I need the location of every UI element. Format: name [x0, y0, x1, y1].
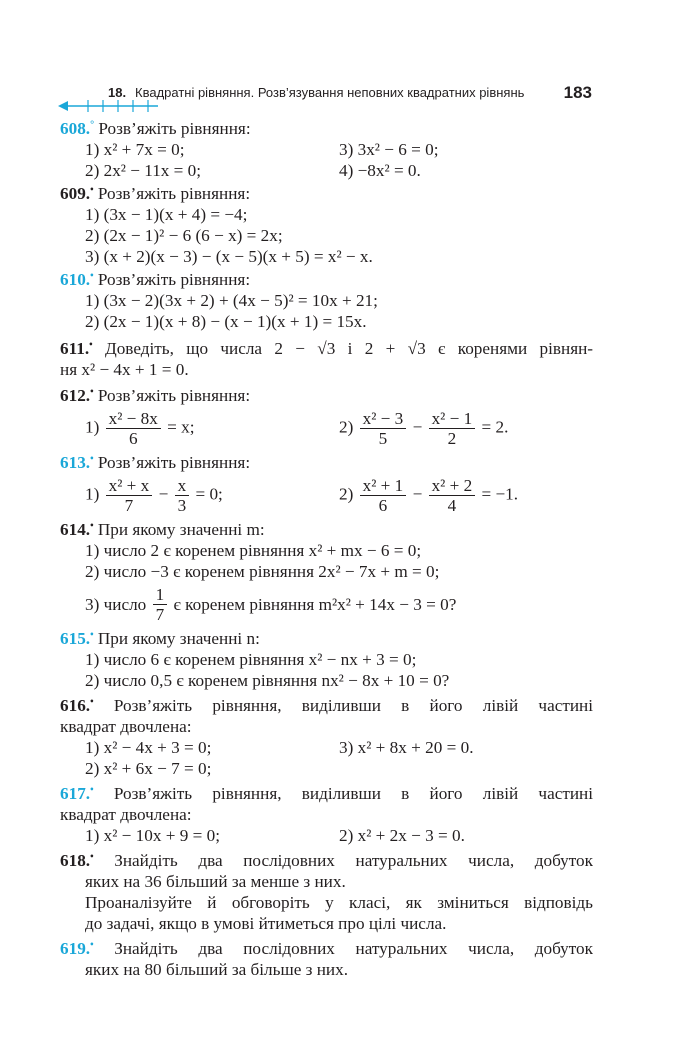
problem-number: 614. [60, 520, 91, 539]
denominator: 5 [378, 428, 388, 448]
equation: 3) 3x² − 6 = 0; [339, 140, 439, 159]
right-side: = 2. [481, 416, 509, 436]
problem-text: Доведіть, що числа [104, 339, 263, 358]
problem-number: 617. [60, 784, 91, 803]
fraction [360, 409, 407, 448]
problem-text-line2: яких на 80 більший за більше з них. [85, 960, 348, 979]
fraction [153, 585, 168, 624]
numerator: x² + 1 [360, 476, 407, 496]
problem-text: Розв’яжіть рівняння: [97, 453, 251, 472]
equation: 2) (2x − 1)(x + 8) − (x − 1)(x + 1) = 15x. [85, 312, 367, 331]
fraction [429, 476, 476, 515]
sub-item: 1) число 6 є коренем рівняння x² − nx + 3 = 0; [85, 650, 417, 669]
difficulty-marker: • [90, 939, 94, 951]
problem-number: 618. [60, 851, 91, 870]
equation: 3) (x + 2)(x − 3) − (x − 5)(x + 5) = x² − x. [85, 247, 373, 266]
equation: 1) x² − 4x + 3 = 0; [85, 738, 212, 757]
equation: 1) (3x − 1)(x + 4) = −4; [85, 205, 248, 224]
problem-612 [60, 385, 593, 450]
difficulty-marker: • [90, 520, 94, 532]
problem-number: 615. [60, 629, 91, 648]
problem-609 [60, 183, 593, 267]
numerator: x² + x [106, 476, 153, 496]
problem-text-line4: до задачі, якщо в умові йтиметься про цілі числа. [85, 914, 447, 933]
denominator: 4 [447, 495, 457, 515]
right-side: = x; [167, 416, 195, 436]
exercise-list [60, 116, 593, 980]
denominator: 2 [447, 428, 457, 448]
equation: 2) x² + 6x − 7 = 0; [85, 759, 212, 778]
problem-number: 608. [60, 119, 91, 138]
sub-item: 2) число 0,5 є коренем рівняння nx² − 8x + 10 = 0? [85, 671, 450, 690]
page-header [108, 83, 592, 103]
problem-608 [60, 118, 593, 181]
problem-618 [60, 850, 593, 934]
problem-text-line2: квадрат двочлена: [60, 805, 192, 824]
fraction [106, 409, 161, 448]
equation: 2) x² + 2x − 3 = 0. [339, 826, 465, 845]
operator: − [158, 483, 169, 503]
equation: 1) x² + 7x = 0; [85, 140, 185, 159]
problem-610 [60, 269, 593, 332]
numerator: x² − 1 [429, 409, 476, 429]
item-label: 2) [339, 416, 354, 436]
problem-text-line3: Проаналізуйте й обговоріть у класі, як зміниться відповідь [85, 893, 593, 912]
problem-611 [60, 338, 593, 380]
problem-text: При якому значенні m: [97, 520, 265, 539]
problem-text-line2: ня x² − 4x + 1 = 0. [60, 360, 189, 379]
problem-616 [60, 695, 593, 779]
item-label: 1) [85, 416, 100, 436]
problem-text: Розв’яжіть рівняння: [97, 270, 251, 289]
equation: 1) x² − 10x + 9 = 0; [85, 826, 220, 845]
numerator: x² + 2 [429, 476, 476, 496]
difficulty-marker: • [90, 453, 94, 465]
problem-text: Знайдіть два послідовних натуральних числа, добуток [114, 939, 593, 958]
difficulty-marker: • [90, 696, 94, 708]
difficulty-marker: ° [90, 119, 95, 131]
difficulty-marker: • [90, 851, 94, 863]
problem-text: Розв’яжіть рівняння, виділивши в його лівій частині [113, 696, 594, 715]
section-number: 18. [108, 85, 127, 100]
equation [339, 409, 508, 448]
problem-615 [60, 628, 593, 691]
numerator: x [175, 476, 190, 496]
equation [85, 476, 339, 515]
equation: 2) (2x − 1)² − 6 (6 − x) = 2x; [85, 226, 283, 245]
sub-item: 2) число −3 є коренем рівняння 2x² − 7x + m = 0; [85, 562, 440, 581]
item-text: є коренем рівняння m²x² + 14x − 3 = 0? [173, 594, 457, 614]
root-expression-1: 2 − √3 [274, 339, 336, 358]
ruler-arrow-icon [58, 99, 158, 113]
section-title: Квадратні рівняння. Розв’язування неповних квадратних рівнянь [135, 85, 525, 100]
problem-text: Розв’яжіть рівняння: [97, 386, 251, 405]
right-side: = −1. [481, 483, 519, 503]
problem-number: 616. [60, 696, 91, 715]
problem-613 [60, 452, 593, 517]
fraction [106, 476, 153, 515]
equation: 3) x² + 8x + 20 = 0. [339, 738, 474, 757]
problem-619 [60, 938, 593, 980]
problem-text: Знайдіть два послідовних натуральних числа, добуток [114, 851, 593, 870]
equation: 2) 2x² − 11x = 0; [85, 161, 202, 180]
problem-text-continued: є коренями рівнян- [438, 339, 594, 358]
item-label: 3) число [85, 594, 147, 614]
denominator: 6 [378, 495, 388, 515]
problem-614 [60, 519, 593, 626]
difficulty-marker: • [89, 339, 93, 351]
sub-item [60, 582, 593, 626]
fraction [360, 476, 407, 515]
numerator: x² − 8x [106, 409, 161, 429]
difficulty-marker: • [90, 270, 94, 282]
denominator: 3 [177, 495, 187, 515]
problem-text: Розв’яжіть рівняння: [98, 119, 251, 138]
problem-text: Розв’яжіть рівняння: [97, 184, 251, 203]
difficulty-marker: • [90, 184, 94, 196]
fraction [175, 476, 190, 515]
difficulty-marker: • [90, 629, 94, 641]
item-label: 2) [339, 483, 354, 503]
difficulty-marker: • [90, 784, 94, 796]
problem-text-line2: яких на 36 більший за менше з них. [85, 872, 346, 891]
problem-number: 609. [60, 184, 91, 203]
denominator: 7 [124, 495, 134, 515]
equation: 1) (3x − 2)(3x + 2) + (4x − 5)² = 10x + 21; [85, 291, 378, 310]
equation: 4) −8x² = 0. [339, 161, 421, 180]
problem-number: 611. [60, 339, 90, 358]
operator: − [412, 416, 423, 436]
problem-text-line2: квадрат двочлена: [60, 717, 192, 736]
equation [339, 476, 518, 515]
problem-number: 619. [60, 939, 91, 958]
item-label: 1) [85, 483, 100, 503]
numerator: 1 [153, 585, 168, 605]
conjunction: і [347, 339, 353, 358]
difficulty-marker: • [90, 386, 94, 398]
root-expression-2: 2 + √3 [364, 339, 426, 358]
problem-number: 610. [60, 270, 91, 289]
problem-text: При якому значенні n: [97, 629, 260, 648]
fraction [429, 409, 476, 448]
problem-number: 612. [60, 386, 91, 405]
problem-number: 613. [60, 453, 91, 472]
problem-617 [60, 783, 593, 846]
operator: − [412, 483, 423, 503]
numerator: x² − 3 [360, 409, 407, 429]
denominator: 7 [155, 604, 165, 624]
equation [85, 409, 339, 448]
problem-text: Розв’яжіть рівняння, виділивши в його лівій частині [113, 784, 594, 803]
right-side: = 0; [195, 483, 223, 503]
denominator: 6 [128, 428, 138, 448]
sub-item: 1) число 2 є коренем рівняння x² + mx − 6 = 0; [85, 541, 422, 560]
page-number: 183 [563, 83, 592, 102]
